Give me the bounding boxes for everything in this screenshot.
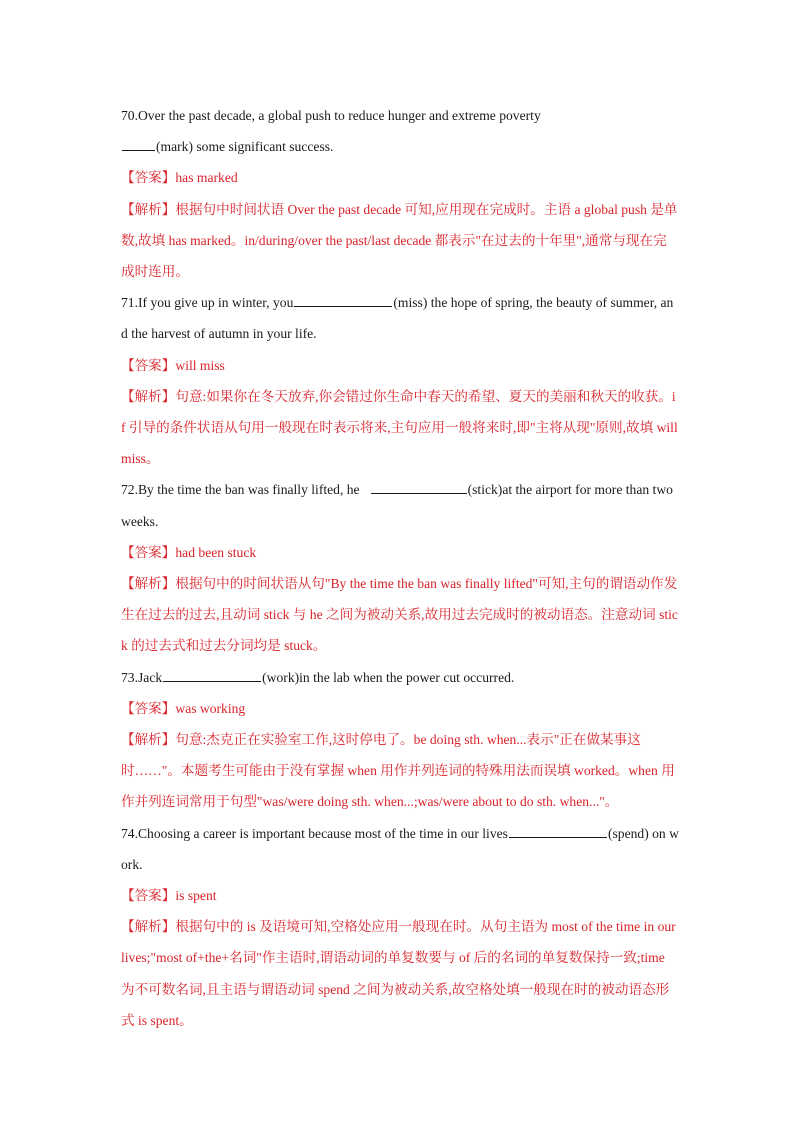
explanation-tag: 【解析】 [121,576,176,592]
answer-tag: 【答案】 [121,357,176,373]
explanation-text: 根据句中时间状语 Over the past decade 可知,应用现在完成时。主语 a global push 是单数,故填 has marked。in/during/over the past/last decade 都表示"在过去的十年里",通常与现在完成时连用。 [121,201,678,280]
answer-74 [121,880,679,911]
answer-70 [121,162,679,193]
answer-blank [122,136,155,151]
question-71 [121,287,679,349]
answer-72 [121,537,679,568]
answer-71 [121,350,679,381]
question-text: 70.Over the past decade, a global push to reduce hunger and extreme poverty [121,108,541,123]
question-73 [121,662,679,693]
explanation-tag: 【解析】 [121,732,176,748]
question-text-cont: (stick)at the airport for more than two weeks. [121,482,673,529]
answer-text: had been stuck [175,544,257,560]
question-text: 72.By the time the ban was finally lifted, he [121,482,360,498]
question-text-cont: (miss) the hope of spring, the beauty of summer, and the harvest of autumn in your life. [121,295,674,342]
explanation-text: 句意:杰克正在实验室工作,这时停电了。be doing sth. when...表示"正在做某事这时……"。本题考生可能由于没有掌握 when 用作并列连词的特殊用法而误填 worked。when 用作并列连词常用于句型"was/were doing sth. when...;was/were about to do sth. when..."。 [121,732,675,810]
answer-text: was working [175,700,246,716]
answer-blank [509,823,607,838]
explanation-tag: 【解析】 [121,919,176,935]
answer-blank [371,479,467,494]
question-72 [121,474,679,536]
explanation-text: 句意:如果你在冬天放弃,你会错过你生命中春天的希望、夏天的美丽和秋天的收获。if 引导的条件状语从句用一般现在时表示将来,主句应用一般将来时,即"主将从现"原则,故填 will miss。 [121,388,678,467]
answer-blank [294,292,392,307]
explanation-71 [121,381,679,475]
question-text: 74.Choosing a career is important because most of the time in our lives [121,825,508,841]
answer-tag: 【答案】 [121,544,176,560]
explanation-72 [121,568,679,662]
question-70 [121,100,679,162]
answer-tag: 【答案】 [121,170,176,186]
explanation-73 [121,724,679,818]
answer-tag: 【答案】 [121,700,176,716]
explanation-tag: 【解析】 [121,201,176,217]
question-74 [121,818,679,880]
answer-73 [121,693,679,724]
explanation-text: 根据句中的时间状语从句"By the time the ban was finally lifted"可知,主句的谓语动作发生在过去的过去,且动词 stick 与 he 之间为被动关系,故用过去完成时的被动语态。注意动词 stick 的过去式和过去分词均是 stuck。 [121,576,678,654]
question-text: 73.Jack [121,669,163,685]
explanation-tag: 【解析】 [121,388,176,404]
question-text-cont: (work)in the lab when the power cut occurred. [262,669,515,685]
answer-text: has marked [175,170,238,186]
question-text-cont: (spend) on work. [121,825,679,872]
answer-blank [163,667,261,682]
answer-text: is spent [175,888,217,904]
explanation-text: 根据句中的 is 及语境可知,空格处应用一般现在时。从句主语为 most of the time in our lives;"most of+the+名词"作主语时,谓语动词的单复数要与 of 后的名词的单复数保持一致;time 为不可数名词,且主语与谓语动词 spend 之间为被动关系,故空格处填一般现在时的被动语态形式 is spent。 [121,919,676,1028]
question-text: 71.If you give up in winter, you [121,295,294,311]
answer-tag: 【答案】 [121,888,176,904]
explanation-74 [121,911,679,1036]
answer-text: will miss [175,357,225,373]
explanation-70 [121,194,679,288]
question-text-cont: (mark) some significant success. [156,139,334,155]
